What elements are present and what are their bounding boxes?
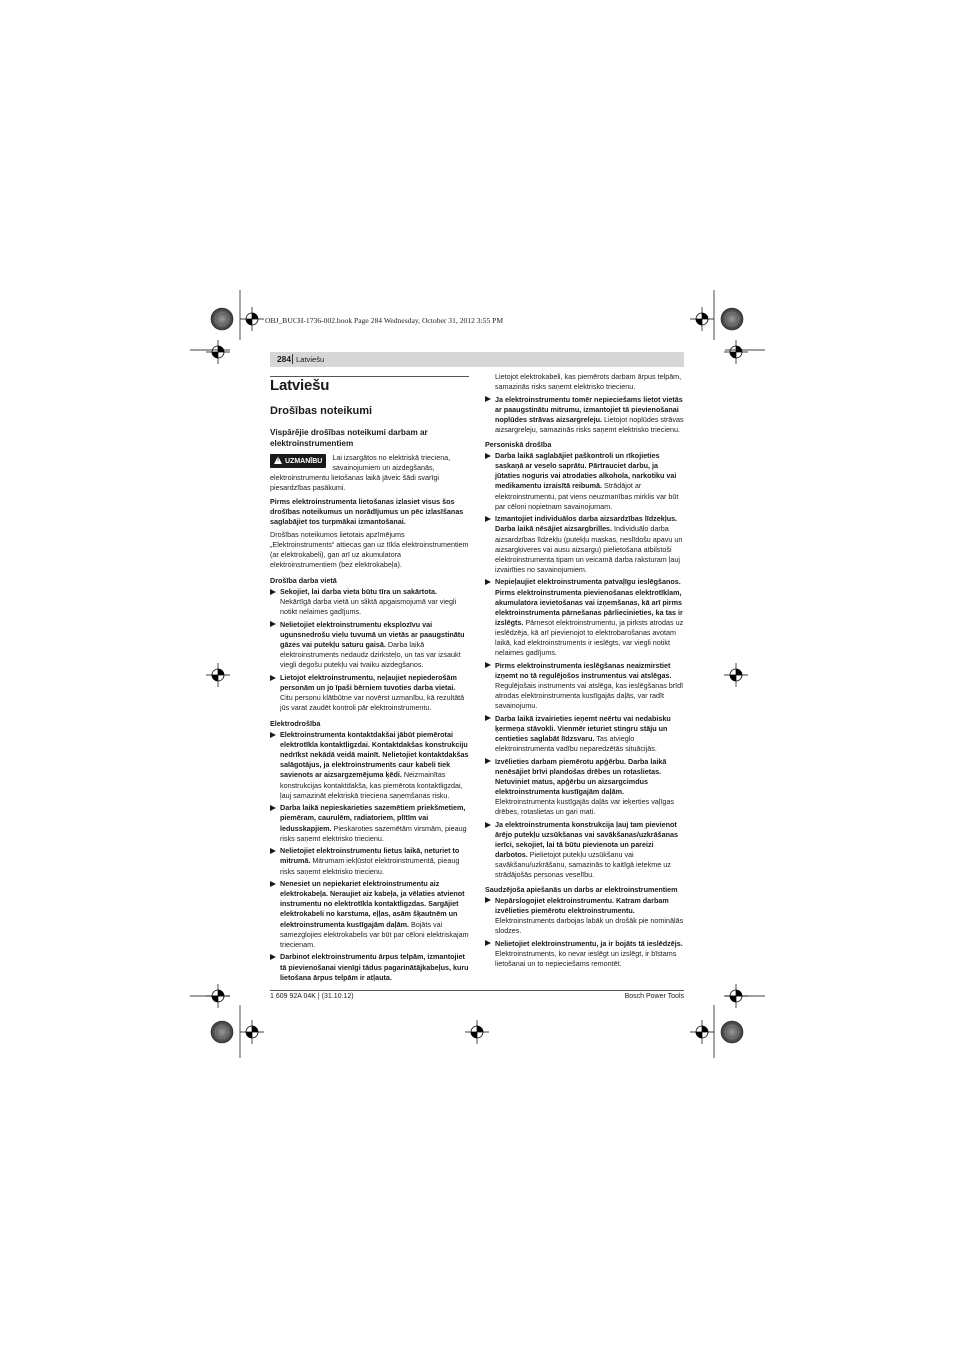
intro-bold: Pirms elektroinstrumenta lietošanas izlasiet visus šos drošības noteikumus un norādījumus un pēc izlasīšanas saglabājiet tos turpmākai izmantošanai. — [270, 497, 464, 527]
list-item: Lietojot elektroinstrumentu, neļaujiet nepiederošām personām un jo īpaši bērniem tuvoties darba vietai. Citu personu klātbūtne var novērst uzmanību, kā rezultātā jūs varat zaudēt kontroli pār elektroinstrumentu. — [270, 673, 469, 713]
list-item: Sekojiet, lai darba vieta būtu tīra un sakārtota. Nekārtīgā darba vietā un sliktā apgaismojumā var viegli notikt nelaimes gadījums. — [270, 587, 469, 617]
workplace-section — [270, 576, 469, 716]
intro-text: Drošības noteikumos lietotais apzīmējums „Elektroinstruments“ attiecas gan uz tīkla elektroinstrumentiem (ar elektrokabeli), gan arī uz akumulatora elektroinstrumentiem (bez elektrokabeļa). — [270, 529, 469, 570]
page-header-bar — [270, 352, 684, 367]
list-item: Izvēlieties darbam piemērotu apģērbu. Darba laikā nenēsājiet brīvi plandošas drēbes un rotaslietas. Netuviniet matus, apģērbu un aizsargcimdus elektroinstrumenta kustīgajām daļām. Elektroinstrumenta kustīgajās daļās var ieķerties vaļīgas drēbes, rotaslietas un gari mati. — [485, 757, 684, 818]
list-item: Izmantojiet individuālos darba aizsardzības līdzekļus. Darba laikā nēsājiet aizsargbrilles. Individuālo darba aizsardzības līdzekļu (putekļu maskas, neslīdošu apavu un aizsargķiveres vai ausu aizsargu) pielietošana atbilstoši elektroinstrumenta tipam un veicamā darba raksturam ļauj izvairīties no savainojumiem. — [485, 514, 684, 575]
list-item: Nepieļaujiet elektroinstrumenta patvaļīgu ieslēgšanos. Pirms elektroinstrumenta pievienošanas elektrotīklam, akumulatora ievietošanas vai izņemšanas, kā arī pirms elektroinstrumenta pārnešanas pārliecinieties, ka tas ir izslēgts. Pārnesot elektroinstrumentu, ja pirksts atrodas uz ieslēdzēja, kā arī pievienojot to elektrobarošanas avotam laikā, kad elektroinstruments ir ieslēgts, var viegli notikt nelaimes gadījums. — [485, 577, 684, 658]
handling-title: Saudzējoša apiešanās un darbs ar elektroinstrumentiem — [485, 884, 678, 894]
header-language: Latviešu — [296, 354, 325, 364]
list-item: Nepārslogojiet elektroinstrumentu. Katram darbam izvēlieties piemērotu elektroinstrumentu. Elektroinstruments darbojas labāk un drošāk pie nominālās slodzes. — [485, 896, 684, 936]
print-info: OBJ_BUCH-1736-002.book Page 284 Wednesday, October 31, 2012 3:55 PM — [265, 316, 504, 325]
electrical-section — [270, 719, 469, 985]
list-item: Nelietojiet elektroinstrumentu, ja ir bojāts tā ieslēdzējs. Elektroinstruments, ko nevar ieslēgt un izslēgt, ir bīstams lietošanai un to nepieciešams remontēt. — [485, 939, 684, 969]
electrical-title: Elektrodrošība — [270, 719, 321, 728]
list-item: Darbinot elektroinstrumentu ārpus telpām, izmantojiet tā pievienošanai vienīgi tādus pagarinātājkabeļus, kuru lietošana ārpus telpām ir atļauta. — [270, 952, 469, 982]
electrical-continuation: Lietojot elektrokabeli, kas piemērots darbam ārpus telpām, samazinās risks saņemt elektrisko triecienu. — [495, 372, 682, 392]
list-item: Darba laikā nepieskarieties sazemētiem priekšmetiem, piemēram, caurulēm, radiatoriem, plītīm vai ledusskapjiem. Pieskaroties sazemētām virsmām, pieaug risks saņemt elektrisko triecienu. — [270, 803, 469, 843]
footer-brand: Bosch Power Tools — [624, 993, 684, 1000]
warning-text: Lai izsargātos no elektriskā trieciena, savainojumiem un aizdegšanās, elektroinstrumentu lietošanas laikā jāveic šādi svarīgi piesardzības pasākumi. — [270, 453, 451, 493]
intro-block — [270, 497, 469, 573]
warning-icon — [274, 456, 282, 464]
warning-block — [270, 453, 469, 493]
footer-rule — [270, 990, 684, 991]
list-item: Nelietojiet elektroinstrumentu lietus laikā, neturiet to mitrumā. Mitrumam iekļūstot elektroinstrumentā, pieaug risks saņemt elektrisko triecienu. — [270, 846, 469, 876]
header-separator — [292, 354, 293, 364]
list-item: Elektroinstrumenta kontaktdakšai jābūt piemērotai elektrotīkla kontaktligzdai. Kontaktdakšas konstrukciju nedrīkst nekādā veidā mainīt. Nelietojiet kontaktdakšas salāgotājus, ja elektroinstruments caur kabeli tiek savienots ar aizsargzemējuma ķēdi. Neizmainītas konstrukcijas kontaktdakša, kas piemērota kontaktligzdai, ļauj samazināt elektriskā trieciena saņemšanas risku. — [270, 730, 469, 801]
list-item: Nenesiet un nepiekariet elektroinstrumentu aiz elektrokabeļa. Neraujiet aiz kabeļa, ja vēlaties atvienot instrumentu no elektrotīkla kontaktligzdas. Sargājiet elektrokabeli no karstuma, eļļas, asām šķautnēm un elektroinstrumenta kustīgajām daļām. Bojāts vai samezglojies elektrokabelis var būt par cēloni elektriskajam triecienam. — [270, 879, 469, 950]
list-item: Ja elektroinstrumenta konstrukcija ļauj tam pievienot ārējo putekļu uzsūkšanas vai savākšanas/uzkrāšanas ierīci, sekojiet, lai tā būtu pievienota un pareizi darbotos. Pielietojot putekļu uzsūkšanu vai savākšanu/uzkrāšanu, samazinās to kaitīgā ietekme uz strādājošās personas veselību. — [485, 820, 684, 881]
list-item: Darba laikā izvairieties ieņemt neērtu vai nedabisku ķermeņa stāvokli. Vienmēr ieturiet stingru stāju un centieties saglabāt līdzsvaru. Tas atvieglo elektroinstrumenta vadību neparedzētās situācijās. — [485, 714, 684, 754]
list-item: Nelietojiet elektroinstrumentu eksplozīvu vai ugunsnedrošu vielu tuvumā un vietās ar paaugstinātu gāzes vai putekļu saturu gaisā. Darba laikā elektroinstruments nedaudz dzirksteļo, un tas var izsaukt viegli degošu putekļu vai tvaiku aizdegšanos. — [270, 620, 469, 670]
page-title: Latviešu — [270, 377, 330, 394]
warning-badge: !UZMANĪBU — [270, 454, 326, 468]
right-column — [485, 372, 684, 972]
list-item: Pirms elektroinstrumenta ieslēgšanas neaizmirstiet izņemt no tā regulējošos instrumentus vai atslēgas. Regulējošais instruments vai atslēga, kas ieslēgšanas brīdī atrodas elektroinstrumenta kustīgajās daļās, var radīt savainojumu. — [485, 661, 684, 711]
list-item: Ja elektroinstrumentu tomēr nepieciešams lietot vietās ar paaugstinātu mitrumu, izmantojiet tā pievienošanai noplūdes strāvas aizsargreleju. Lietojot noplūdes strāvas aizsargreleju, samazinās risks saņemt elektrisko triecienu. — [485, 395, 684, 435]
list-item: Darba laikā saglabājiet paškontroli un rīkojieties saskaņā ar veselo saprātu. Pārtrauciet darbu, ja jūtaties noguris vai atrodaties alkohola, narkotiku vai medikamentu izraisītā reibumā. Strādājot ar elektroinstrumentu, pat viens neuzmanības mirklis var būt par cēloni nopietnam savainojumam. — [485, 451, 684, 512]
workplace-title: Drošība darba vietā — [270, 576, 337, 585]
subsection-title: Vispārējie drošības noteikumi darbam ar elektroinstrumentiem — [270, 428, 428, 448]
personal-title: Personiskā drošība — [485, 440, 552, 450]
section-title: Drošības noteikumi — [270, 405, 373, 417]
page-number: 284 — [277, 354, 291, 364]
footer-code: 1 609 92A 04K | (31.10.12) — [270, 993, 354, 1000]
